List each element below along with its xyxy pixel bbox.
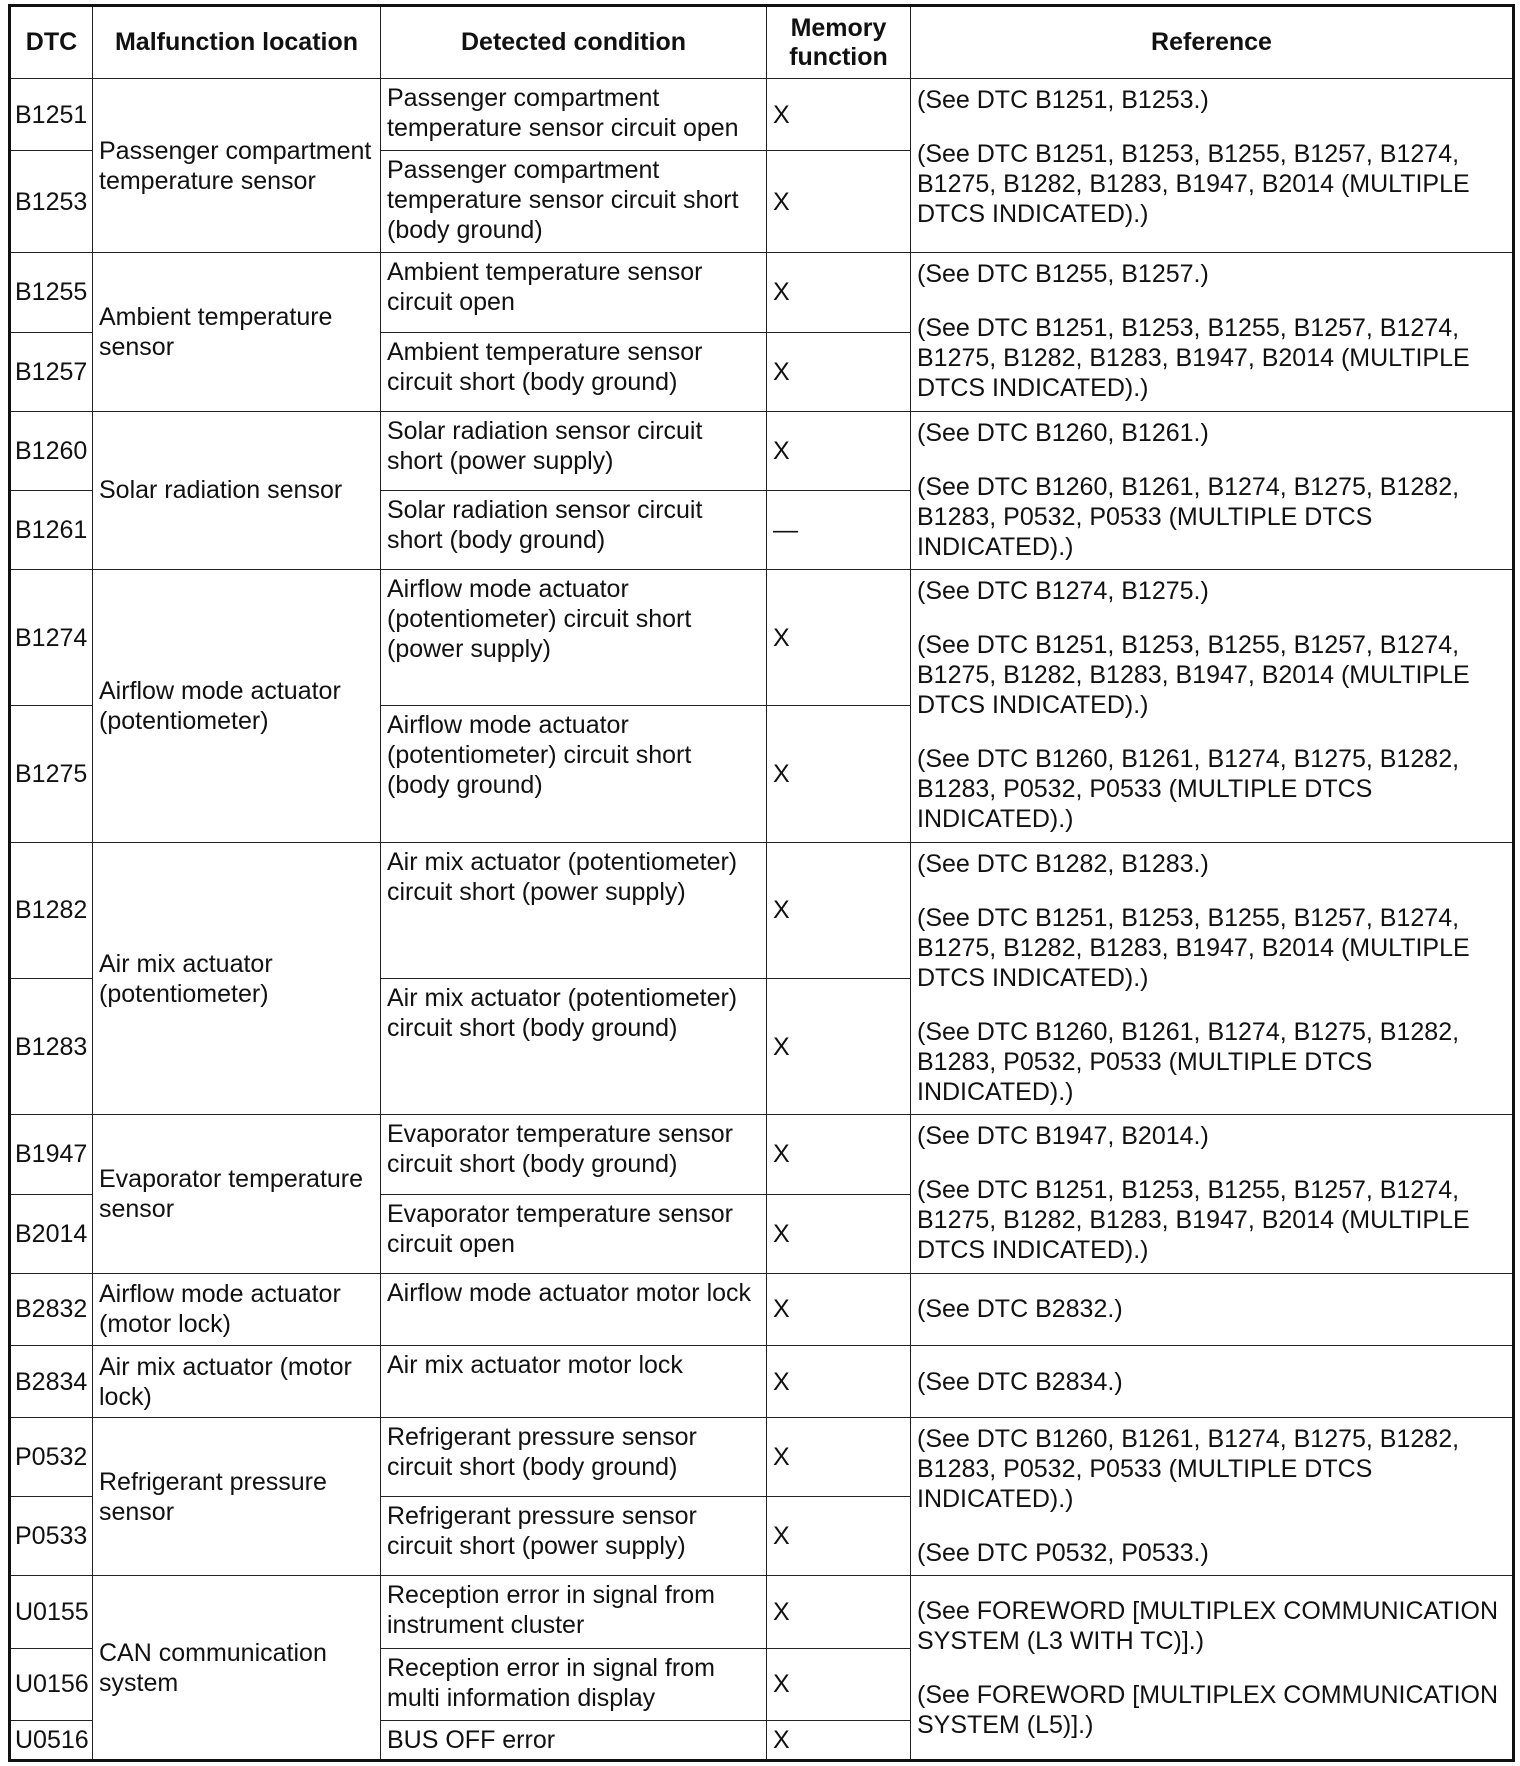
dtc-code: U0156 [10, 1648, 93, 1720]
memory-function: — [767, 490, 911, 569]
table-row [10, 1576, 1514, 1648]
memory-function: X [767, 253, 911, 332]
reference-link[interactable]: (See DTC B1251, B1253, B1255, B1257, B1274, B1275, B1282, B1283, B1947, B2014 (MULTIPLE DTCS INDICATED).) [917, 140, 1470, 228]
table-row [10, 79, 1514, 151]
dtc-code: B1253 [10, 151, 93, 253]
reference-link[interactable]: (See FOREWORD [MULTIPLEX COMMUNICATION SYSTEM (L5)].) [917, 1680, 1499, 1739]
reference-link[interactable]: (See DTC B1251, B1253.) [917, 86, 1209, 114]
malfunction-location: Airflow mode actuator (motor lock) [93, 1273, 381, 1345]
reference-link[interactable]: (See DTC B1251, B1253, B1255, B1257, B1274, B1275, B1282, B1283, B1947, B2014 (MULTIPLE DTCS INDICATED).) [917, 903, 1470, 992]
memory-function: X [767, 79, 911, 151]
detected-condition: Refrigerant pressure sensor circuit short (power supply) [381, 1497, 767, 1576]
detected-condition: Air mix actuator (potentiometer) circuit short (power supply) [381, 842, 767, 978]
detected-condition: Evaporator temperature sensor circuit open [381, 1194, 767, 1273]
dtc-code: B1282 [10, 842, 93, 978]
dtc-code: U0516 [10, 1720, 93, 1760]
dtc-code: B2014 [10, 1194, 93, 1273]
memory-function: X [767, 842, 911, 978]
header-memory [767, 6, 911, 79]
detected-condition: Airflow mode actuator motor lock [381, 1273, 767, 1345]
dtc-code: B1255 [10, 253, 93, 332]
detected-condition: Solar radiation sensor circuit short (body ground) [381, 490, 767, 569]
header-memory-line1: Memory [790, 13, 887, 42]
dtc-code: B1260 [10, 411, 93, 490]
detected-condition: Reception error in signal from multi information display [381, 1648, 767, 1720]
memory-function: X [767, 570, 911, 706]
malfunction-location: Airflow mode actuator (potentiometer) [93, 570, 381, 843]
memory-function: X [767, 1720, 911, 1760]
table-row [10, 1345, 1514, 1417]
dtc-table-wrapper [8, 4, 1512, 1762]
malfunction-location: CAN communication system [93, 1576, 381, 1761]
reference-link[interactable]: (See DTC B1260, B1261.) [917, 418, 1209, 447]
memory-function: X [767, 1115, 911, 1194]
dtc-code: B1275 [10, 706, 93, 842]
header-reference: Reference [911, 6, 1514, 79]
reference-cell [911, 1345, 1514, 1417]
reference-cell [911, 1576, 1514, 1761]
table-row [10, 253, 1514, 332]
detected-condition: Ambient temperature sensor circuit open [381, 253, 767, 332]
header-location: Malfunction location [93, 6, 381, 79]
detected-condition: Reception error in signal from instrument cluster [381, 1576, 767, 1648]
detected-condition: Airflow mode actuator (potentiometer) circuit short (power supply) [381, 570, 767, 706]
reference-cell [911, 842, 1514, 1115]
memory-function: X [767, 411, 911, 490]
reference-link[interactable]: (See DTC B1260, B1261, B1274, B1275, B1282, B1283, P0532, P0533 (MULTIPLE DTCS INDICATED).) [917, 745, 1460, 834]
detected-condition: Evaporator temperature sensor circuit short (body ground) [381, 1115, 767, 1194]
malfunction-location: Passenger compartment temperature sensor [93, 79, 381, 253]
memory-function: X [767, 1648, 911, 1720]
header-condition: Detected condition [381, 6, 767, 79]
table-row [10, 1115, 1514, 1194]
reference-cell [911, 1418, 1514, 1576]
reference-link[interactable]: (See DTC B2834.) [917, 1367, 1123, 1396]
reference-link[interactable]: (See DTC P0532, P0533.) [917, 1539, 1209, 1568]
memory-function: X [767, 1194, 911, 1273]
reference-cell [911, 411, 1514, 569]
malfunction-location: Air mix actuator (motor lock) [93, 1345, 381, 1417]
reference-cell [911, 253, 1514, 411]
detected-condition: Solar radiation sensor circuit short (power supply) [381, 411, 767, 490]
detected-condition: Airflow mode actuator (potentiometer) circuit short (body ground) [381, 706, 767, 842]
dtc-code: B1257 [10, 332, 93, 411]
detected-condition: Passenger compartment temperature sensor circuit open [381, 79, 767, 151]
reference-link[interactable]: (See DTC B1251, B1253, B1255, B1257, B1274, B1275, B1282, B1283, B1947, B2014 (MULTIPLE DTCS INDICATED).) [917, 314, 1470, 403]
dtc-code: B1947 [10, 1115, 93, 1194]
reference-link[interactable]: (See FOREWORD [MULTIPLEX COMMUNICATION SYSTEM (L3 WITH TC)].) [917, 1596, 1499, 1655]
malfunction-location: Refrigerant pressure sensor [93, 1418, 381, 1576]
memory-function: X [767, 979, 911, 1115]
memory-function: X [767, 151, 911, 253]
detected-condition: Ambient temperature sensor circuit short (body ground) [381, 332, 767, 411]
memory-function: X [767, 1497, 911, 1576]
header-memory-line2: function [789, 42, 888, 71]
detected-condition: BUS OFF error [381, 1720, 767, 1760]
table-row [10, 1273, 1514, 1345]
reference-link[interactable]: (See DTC B1282, B1283.) [917, 849, 1209, 878]
reference-cell [911, 1115, 1514, 1273]
reference-link[interactable]: (See DTC B1260, B1261, B1274, B1275, B1282, B1283, P0532, P0533 (MULTIPLE DTCS INDICATED).) [917, 1425, 1460, 1514]
memory-function: X [767, 1576, 911, 1648]
dtc-code: B1251 [10, 79, 93, 151]
reference-link[interactable]: (See DTC B1251, B1253, B1255, B1257, B1274, B1275, B1282, B1283, B1947, B2014 (MULTIPLE DTCS INDICATED).) [917, 1176, 1470, 1265]
table-row [10, 1418, 1514, 1497]
malfunction-location: Air mix actuator (potentiometer) [93, 842, 381, 1115]
dtc-code: B2834 [10, 1345, 93, 1417]
malfunction-location: Solar radiation sensor [93, 411, 381, 569]
table-row [10, 570, 1514, 706]
dtc-code: U0155 [10, 1576, 93, 1648]
memory-function: X [767, 706, 911, 842]
detected-condition: Refrigerant pressure sensor circuit short (body ground) [381, 1418, 767, 1497]
detected-condition: Air mix actuator (potentiometer) circuit short (body ground) [381, 979, 767, 1115]
detected-condition: Air mix actuator motor lock [381, 1345, 767, 1417]
dtc-code: B1274 [10, 570, 93, 706]
dtc-code: B1261 [10, 490, 93, 569]
table-row [10, 411, 1514, 490]
memory-function: X [767, 1345, 911, 1417]
reference-link[interactable]: (See DTC B1947, B2014.) [917, 1122, 1209, 1151]
header-dtc: DTC [10, 6, 93, 79]
reference-link[interactable]: (See DTC B1260, B1261, B1274, B1275, B1282, B1283, P0532, P0533 (MULTIPLE DTCS INDICATED).) [917, 472, 1460, 561]
dtc-code: B1283 [10, 979, 93, 1115]
header-row [10, 6, 1514, 79]
dtc-code: P0532 [10, 1418, 93, 1497]
reference-link[interactable]: (See DTC B1260, B1261, B1274, B1275, B1282, B1283, P0532, P0533 (MULTIPLE DTCS INDICATED).) [917, 1017, 1460, 1106]
reference-link[interactable]: (See DTC B1255, B1257.) [917, 260, 1209, 289]
detected-condition: Passenger compartment temperature sensor circuit short (body ground) [381, 151, 767, 253]
malfunction-location: Ambient temperature sensor [93, 253, 381, 411]
memory-function: X [767, 1273, 911, 1345]
reference-cell [911, 1273, 1514, 1345]
dtc-table [8, 4, 1515, 1762]
reference-link[interactable]: (See DTC B2832.) [917, 1295, 1123, 1324]
memory-function: X [767, 332, 911, 411]
reference-link[interactable]: (See DTC B1274, B1275.) [917, 577, 1209, 606]
table-row [10, 842, 1514, 978]
malfunction-location: Evaporator temperature sensor [93, 1115, 381, 1273]
memory-function: X [767, 1418, 911, 1497]
reference-cell [911, 79, 1514, 253]
dtc-code: B2832 [10, 1273, 93, 1345]
reference-cell [911, 570, 1514, 843]
reference-link[interactable]: (See DTC B1251, B1253, B1255, B1257, B1274, B1275, B1282, B1283, B1947, B2014 (MULTIPLE DTCS INDICATED).) [917, 631, 1470, 720]
dtc-code: P0533 [10, 1497, 93, 1576]
